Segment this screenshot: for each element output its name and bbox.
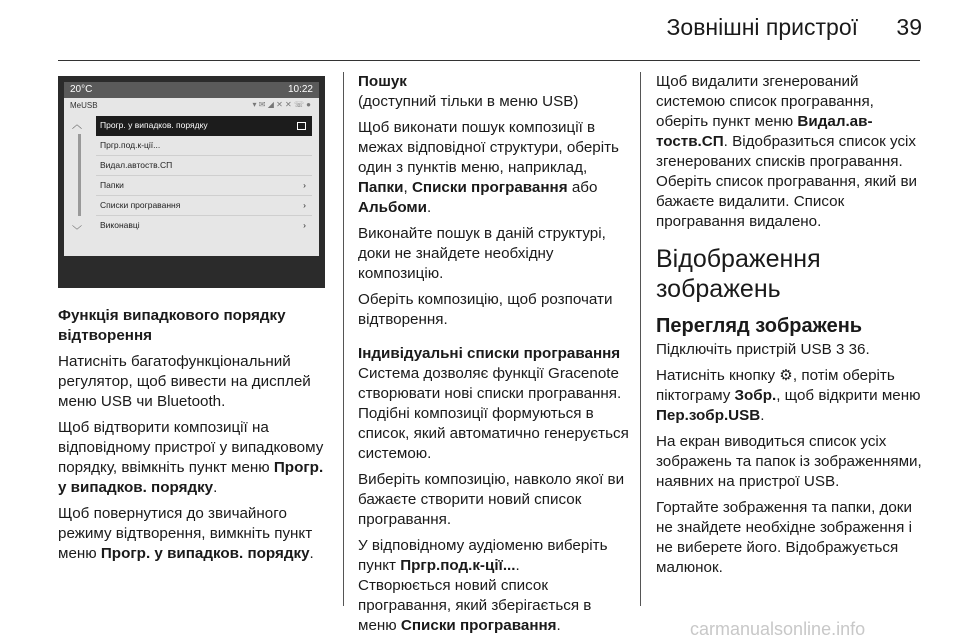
chevron-right-icon: ›: [303, 220, 306, 230]
checkbox-icon: [297, 116, 306, 135]
menu-item-label: Списки програвання: [100, 200, 181, 210]
page-number: 39: [896, 14, 922, 40]
menu-item-label: Пргр.под.к-ції...: [100, 140, 161, 150]
config-button-icon: ⚙: [779, 367, 793, 384]
paragraph: На екран виводиться список усіх зображень та папок із зображеннями, наявних на пристрої USB.: [656, 433, 922, 490]
clock-readout: 10:22: [287, 84, 313, 95]
paragraph: Щоб повернутися до звичайного режиму відтворення, вимкніть пункт меню Прогр. у випадков. порядку.: [58, 505, 314, 562]
paragraph: Гортайте зображення та папки, доки не знайдете необхідне зображення і не виберете його. Відображується малюнок.: [656, 499, 912, 576]
paragraph: Створюється новий список програвання, який зберігається в меню Списки програвання.: [358, 577, 592, 634]
scrollbar: [78, 134, 81, 216]
column-divider: [343, 72, 344, 606]
page-ref-icon: 3: [835, 341, 845, 358]
paragraph: Оберіть композицію, щоб розпочати відтворення.: [358, 291, 613, 328]
paragraph: Підключіть пристрій USB 3 36.: [656, 341, 870, 358]
paragraph: Система дозволяє функції Gracenote створювати нові списки програвання. Подібні композиції формуються в список, який автоматично генерується системою.: [358, 365, 629, 462]
paragraph: Щоб видалити згенерований системою список програвання, оберіть пункт меню Видал.ав-тоств.СП. Відобразиться список усіх згенерованих списків програвання. Оберіть список програвання, який ви бажаєте видалити. Список програвання видалено.: [656, 73, 918, 230]
paragraph: (доступний тільки в меню USB): [358, 93, 579, 110]
screen-status-bar: [64, 82, 319, 98]
middle-column: [358, 72, 630, 642]
playlists-heading: Індивідуальні списки програвання: [358, 345, 621, 362]
usb-menu: [96, 116, 312, 235]
chevron-right-icon: ›: [303, 180, 306, 190]
shuffle-heading: Функція випадкового порядку відтворення: [58, 307, 286, 344]
infotainment-screen-illustration: [58, 76, 325, 288]
section-heading: Відображення зображень: [656, 245, 821, 303]
menu-item-label: Прогр. у випадков. порядку: [100, 120, 208, 130]
search-heading: Пошук: [358, 73, 407, 90]
paragraph: Виконайте пошук в даній структурі, доки не знайдете необхідну композицію.: [358, 225, 606, 282]
paragraph: Виберіть композицію, навколо якої ви бажаєте створити новий список програвання.: [358, 471, 625, 528]
menu-item-folders: [96, 176, 312, 196]
paragraph: Щоб виконати пошук композиції в межах відповідної структури, оберіть один з пунктів меню, наприклад, Папки, Списки програвання або Альбоми.: [358, 119, 619, 216]
left-column: [58, 306, 330, 570]
panel-title: MeUSB: [70, 101, 98, 110]
menu-item-delete-autoplaylist: [96, 156, 312, 176]
paragraph: Щоб відтворити композиції на відповідному пристрої у випадковому порядку, ввімкніть пункт меню Прогр. у випадков. порядку.: [58, 419, 324, 496]
paragraph: Натисніть кнопку ⚙, потім оберіть піктограму Зобр., щоб відкрити меню Пер.зобр.USB.: [656, 367, 921, 424]
temperature-readout: 20°C: [70, 84, 93, 95]
column-divider: [640, 72, 641, 606]
menu-item-similar-tracks: [96, 136, 312, 156]
menu-item-shuffle: [96, 116, 312, 136]
scroll-down-icon: ﹀: [72, 226, 82, 237]
status-icons: ▾ ✉ ◢ ✕ ✕ ☏ ●: [252, 100, 311, 109]
menu-item-artists: [96, 216, 312, 235]
screen-menu-panel: [64, 98, 319, 256]
chevron-right-icon: ›: [303, 200, 306, 210]
right-column: [656, 72, 922, 584]
menu-item-label: Видал.автоств.СП: [100, 160, 173, 170]
header-rule: [58, 60, 920, 61]
menu-item-playlists: [96, 196, 312, 216]
paragraph: У відповідному аудіоменю виберіть пункт Пргр.под.к-ції....: [358, 537, 608, 574]
paragraph: Натисніть багатофункціональний регулятор, щоб вивести на дисплей меню USB чи Bluetooth.: [58, 353, 311, 410]
menu-item-label: Папки: [100, 180, 124, 190]
subsection-heading: Перегляд зображень: [656, 315, 863, 337]
scroll-up-icon: ︿: [72, 120, 82, 131]
watermark: carmanualsonline.info: [690, 619, 866, 639]
menu-item-label: Виконавці: [100, 220, 140, 230]
header-title: Зовнішні пристрої: [666, 14, 858, 40]
